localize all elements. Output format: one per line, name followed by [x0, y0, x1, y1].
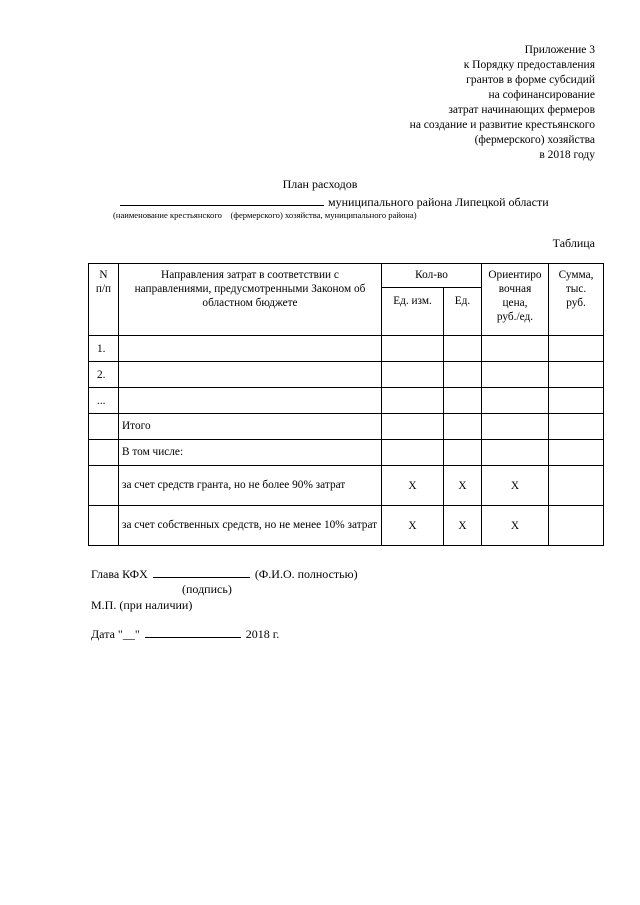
row-price[interactable]: [482, 362, 549, 388]
row-text: Итого: [119, 414, 382, 440]
row-text[interactable]: [119, 362, 382, 388]
row-unit[interactable]: [444, 388, 482, 414]
header-unit-name: Ед. изм.: [382, 288, 444, 336]
row-price: X: [482, 466, 549, 506]
table-label: Таблица: [552, 236, 595, 250]
date-field[interactable]: [145, 626, 241, 638]
row-text: В том числе:: [119, 440, 382, 466]
row-unit-name[interactable]: [382, 388, 444, 414]
region-caption: (наименование крестьянского (фермерского) хозяйства, муниципального района): [113, 210, 417, 220]
row-unit-name[interactable]: [382, 336, 444, 362]
row-unit: X: [444, 466, 482, 506]
row-num: [89, 506, 119, 546]
appendix-line: на софинансирование: [488, 89, 595, 101]
region-text: муниципального района Липецкой области: [328, 195, 549, 209]
row-num: [89, 440, 119, 466]
signature-field[interactable]: [153, 566, 250, 578]
row-num: ...: [89, 388, 119, 414]
region-line: [120, 194, 549, 210]
row-sum[interactable]: [549, 440, 604, 466]
row-sum[interactable]: [549, 506, 604, 546]
row-unit-name[interactable]: [382, 414, 444, 440]
row-unit-name: X: [382, 506, 444, 546]
expense-table: [88, 263, 604, 546]
row-price: X: [482, 506, 549, 546]
row-unit[interactable]: [444, 440, 482, 466]
farm-name-field[interactable]: [120, 194, 324, 206]
row-price[interactable]: [482, 336, 549, 362]
header-qty: Кол-во: [382, 264, 482, 288]
header-sum: Сумма, тыс. руб.: [549, 264, 604, 336]
row-sum[interactable]: [549, 466, 604, 506]
appendix-line: в 2018 году: [539, 149, 595, 161]
row-unit-name: X: [382, 466, 444, 506]
table-row: [89, 336, 604, 362]
table-row-total: [89, 414, 604, 440]
appendix-header: [295, 43, 595, 163]
row-text[interactable]: [119, 336, 382, 362]
row-unit-name[interactable]: [382, 440, 444, 466]
head-name-caption: (Ф.И.О. полностью): [254, 567, 358, 581]
date-year: 2018 г.: [245, 627, 280, 641]
appendix-line: Приложение 3: [524, 44, 595, 56]
row-num: 2.: [89, 362, 119, 388]
plan-title: План расходов: [282, 177, 358, 191]
table-row-grant: [89, 466, 604, 506]
appendix-line: на создание и развитие крестьянского: [409, 119, 595, 131]
row-sum[interactable]: [549, 336, 604, 362]
table-row-including: [89, 440, 604, 466]
row-unit-name[interactable]: [382, 362, 444, 388]
header-price: Ориентиро вочная цена, руб./ед.: [482, 264, 549, 336]
date-line: [91, 626, 279, 642]
header-num: N п/п: [89, 264, 119, 336]
appendix-line: грантов в форме субсидий: [466, 74, 595, 86]
row-text: за счет собственных средств, но не менее 10% затрат: [119, 506, 382, 546]
row-num: [89, 414, 119, 440]
row-sum[interactable]: [549, 414, 604, 440]
row-price[interactable]: [482, 440, 549, 466]
row-unit[interactable]: [444, 336, 482, 362]
signature-caption: (подпись): [182, 582, 232, 596]
row-unit[interactable]: [444, 414, 482, 440]
header-direction: Направления затрат в соответствии с направлениями, предусмотренными Законом об областном бюджете: [119, 264, 382, 336]
head-signature-line: [91, 566, 358, 582]
appendix-line: к Порядку предоставления: [463, 59, 595, 71]
row-unit[interactable]: [444, 362, 482, 388]
row-price[interactable]: [482, 388, 549, 414]
row-price[interactable]: [482, 414, 549, 440]
row-text[interactable]: [119, 388, 382, 414]
appendix-line: затрат начинающих фермеров: [448, 104, 595, 116]
table-row: [89, 388, 604, 414]
table-row: [89, 362, 604, 388]
row-num: [89, 466, 119, 506]
row-sum[interactable]: [549, 388, 604, 414]
date-label: Дата "__": [91, 627, 140, 641]
row-unit: X: [444, 506, 482, 546]
row-sum[interactable]: [549, 362, 604, 388]
table-row-own-funds: [89, 506, 604, 546]
header-unit: Ед.: [444, 288, 482, 336]
row-num: 1.: [89, 336, 119, 362]
seal-note: М.П. (при наличии): [91, 598, 193, 612]
row-text: за счет средств гранта, но не более 90% затрат: [119, 466, 382, 506]
head-label: Глава КФХ: [91, 567, 148, 581]
appendix-line: (фермерского) хозяйства: [474, 134, 595, 146]
